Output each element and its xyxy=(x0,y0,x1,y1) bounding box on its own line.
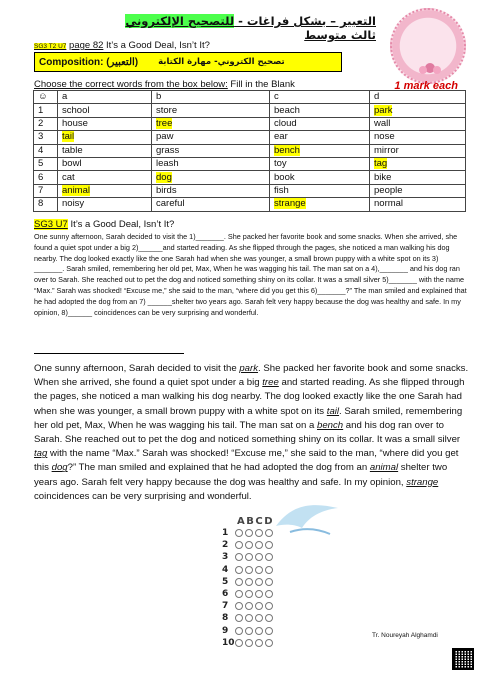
story-code: SG3 U7 xyxy=(34,219,68,230)
word-text: bike xyxy=(374,171,392,183)
word-text: fish xyxy=(274,184,289,196)
answer-bubble[interactable] xyxy=(255,553,263,561)
row-number xyxy=(34,184,58,197)
word-table-row xyxy=(34,104,466,117)
word-cell xyxy=(370,157,466,170)
word-text: cat xyxy=(62,171,75,183)
composition-label: Composition: (التعبير) xyxy=(39,56,139,68)
word-table-row xyxy=(34,157,466,170)
word-text: house xyxy=(62,117,88,129)
teacher-logo xyxy=(390,8,466,84)
answer-row xyxy=(222,600,278,612)
word-text: table xyxy=(62,144,83,156)
word-text: tail xyxy=(62,131,75,143)
word-cell xyxy=(152,104,270,117)
answer-row-number: 3 xyxy=(222,552,229,563)
word-cell xyxy=(58,198,152,211)
answer-row xyxy=(222,527,278,539)
word-text: birds xyxy=(156,184,177,196)
unit-title: It’s a Good Deal, Isn’t It? xyxy=(106,40,210,51)
word-text: tree xyxy=(156,117,173,129)
word-text: grass xyxy=(156,144,180,156)
story-title: It’s a Good Deal, Isn’t It? xyxy=(70,219,175,230)
answer-bubble[interactable] xyxy=(235,639,243,647)
word-text: beach xyxy=(274,104,300,116)
word-text: bowl xyxy=(62,158,82,170)
answer-bubble[interactable] xyxy=(255,578,263,586)
answer-row xyxy=(222,588,278,600)
text-segment: coincidences can be very surprising and wonderful. xyxy=(34,490,252,502)
word-text: normal xyxy=(374,198,404,210)
answer-bubble[interactable] xyxy=(235,602,243,610)
answer-bubble[interactable] xyxy=(265,639,273,647)
bird-watermark-icon xyxy=(272,498,342,544)
qr-code-icon[interactable] xyxy=(452,648,474,670)
answer-bubble[interactable] xyxy=(245,590,253,598)
answer-bubble[interactable] xyxy=(255,627,263,635)
answer-row-number: 1 xyxy=(222,528,229,539)
word-table-row xyxy=(34,184,466,197)
smiley-icon: ☺ xyxy=(34,91,58,104)
row-number xyxy=(34,131,58,144)
word-cell xyxy=(370,144,466,157)
word-cell xyxy=(370,184,466,197)
row-number xyxy=(34,171,58,184)
word-cell xyxy=(152,117,270,130)
word-table-row xyxy=(34,144,466,157)
answer-row-number: 7 xyxy=(222,601,229,612)
text-segment: . Sarah smiled, remembering her old pet, Max, When he was wagging his tail. The man sat on a xyxy=(34,405,463,431)
column-header: b xyxy=(152,91,270,104)
word-text: 7 xyxy=(38,184,44,196)
word-text: 4 xyxy=(38,144,44,156)
row-number xyxy=(34,117,58,130)
mark-note: 1 mark each xyxy=(394,80,458,92)
word-cell xyxy=(270,117,370,130)
word-text: toy xyxy=(274,158,287,170)
answer-row xyxy=(222,576,278,588)
answer-row xyxy=(222,551,278,563)
word-cell xyxy=(58,184,152,197)
answer-bubble[interactable] xyxy=(235,614,243,622)
word-cell xyxy=(152,157,270,170)
column-header: c xyxy=(270,91,370,104)
word-text: book xyxy=(274,171,295,183)
word-cell xyxy=(152,184,270,197)
word-text: park xyxy=(374,104,393,116)
answer-row-number: 5 xyxy=(222,576,229,587)
word-text: careful xyxy=(156,198,185,210)
word-table-row xyxy=(34,131,466,144)
answer-sheet xyxy=(222,516,278,649)
answer-bubble[interactable] xyxy=(245,541,253,549)
answer-bubble[interactable] xyxy=(235,529,243,537)
word-text: 2 xyxy=(38,117,44,129)
answer-bubble[interactable] xyxy=(265,614,273,622)
text-segment: and started reading. As she flipped through the pages, she noticed a man walking his dog nearby. The dog looked exactly like the one Sarah had when she was younger, a small brown puppy with a white spot on its xyxy=(34,377,465,417)
word-table xyxy=(33,90,466,212)
answer-word: tag xyxy=(34,448,48,460)
column-header: d xyxy=(370,91,466,104)
word-cell xyxy=(58,144,152,157)
answer-row xyxy=(222,625,278,637)
column-header: a xyxy=(58,91,152,104)
answer-sheet-header: ABCD xyxy=(237,516,275,527)
arabic-title-highlight: للتصحيح الإلكتروني xyxy=(125,14,235,28)
word-text: strange xyxy=(274,198,306,210)
word-cell xyxy=(58,131,152,144)
answer-bubble[interactable] xyxy=(255,529,263,537)
word-text: animal xyxy=(62,184,90,196)
word-cell xyxy=(152,144,270,157)
word-cell xyxy=(270,171,370,184)
answer-word: dog xyxy=(51,462,68,474)
word-cell xyxy=(270,198,370,211)
word-text: paw xyxy=(156,131,174,143)
word-cell xyxy=(58,104,152,117)
answer-bubble[interactable] xyxy=(235,541,243,549)
answer-bubble[interactable] xyxy=(245,578,253,586)
answer-bubble[interactable] xyxy=(265,602,273,610)
word-cell xyxy=(270,157,370,170)
instructions-main: Choose the correct words from the box below: xyxy=(34,79,228,90)
answer-row-number: 10 xyxy=(222,637,235,648)
answer-word: animal xyxy=(369,462,399,474)
answer-row xyxy=(222,564,278,576)
word-text: school xyxy=(62,104,90,116)
word-text: people xyxy=(374,184,403,196)
word-table-row xyxy=(34,198,466,211)
answer-word: park xyxy=(239,363,259,374)
answer-bubble[interactable] xyxy=(245,529,253,537)
arabic-title-part: ثالث متوسط xyxy=(304,28,376,42)
answer-bubble[interactable] xyxy=(265,578,273,586)
word-cell xyxy=(370,131,466,144)
text-segment: ?” The man smiled and explained that he had adopted the dog from an xyxy=(67,462,370,474)
word-text: 6 xyxy=(38,171,44,183)
text-segment: with the name “Max.” Sarah was shocked! “Excuse me,” she said to the man, “where did you get this xyxy=(34,448,459,474)
word-text: dog xyxy=(156,171,172,183)
word-text: store xyxy=(156,104,178,116)
text-segment: One sunny afternoon, Sarah decided to visit the xyxy=(34,363,240,374)
word-cell xyxy=(152,198,270,211)
unit-line xyxy=(34,40,210,51)
text-segment: shelter two years ago. Sarah felt very happy because the dog was healthy and safe. In my opinion, xyxy=(34,462,448,488)
word-cell xyxy=(58,171,152,184)
word-text: ear xyxy=(274,131,288,143)
divider xyxy=(34,353,184,354)
row-number xyxy=(34,104,58,117)
word-text: 8 xyxy=(38,198,44,210)
word-text: 5 xyxy=(38,158,44,170)
text-segment: . She packed her favorite book and some snacks. When she arrived, she found a quiet spot under a big xyxy=(34,363,469,389)
answer-bubble[interactable] xyxy=(255,541,263,549)
answer-row xyxy=(222,612,278,624)
word-cell xyxy=(152,171,270,184)
word-cell xyxy=(58,117,152,130)
answer-bubble[interactable] xyxy=(265,627,273,635)
word-cell xyxy=(270,104,370,117)
answer-bubble[interactable] xyxy=(235,553,243,561)
answer-word: tree xyxy=(262,377,279,389)
word-text: wall xyxy=(374,117,391,129)
row-number xyxy=(34,198,58,211)
answered-paragraph xyxy=(34,362,470,504)
answer-row-number: 8 xyxy=(222,613,229,624)
word-cell xyxy=(370,171,466,184)
gapped-paragraph: One sunny afternoon, Sarah decided to visit the 1)_______. She packed her favorite book and some snacks. When she arrived, she found a quiet spot under a big 2)______and started reading. As she flipped through the pages, she noticed a man walking his dog nearby. The dog looked exactly like the one Sarah had when she was younger, a small brown puppy with a white spot on its 3) _______. Sarah smiled, remembering her old pet, Max, When he was wagging his tail. The man sat on a 4),_______ and his dog ran over to Sarah. She reached out to pet the dog and noticed something shiny on its collar. It was a small silver 5)_______ with the name “Max.” Sarah was shocked! “Excuse me,” she said to the man, “where did you get this 6)_______?” The man smiled and explained that he had adopted the dog from an 7) ______shelter two years ago. Sarah felt very happy because the dog was healthy and safe. In my opinion, 8)______ coincidences can be very surprising and wonderful. xyxy=(34,232,467,317)
answer-bubble[interactable] xyxy=(235,578,243,586)
word-cell xyxy=(370,117,466,130)
word-cell xyxy=(270,131,370,144)
page-label: page 82 xyxy=(69,40,104,51)
answer-word: tail xyxy=(326,405,340,417)
word-text: bench xyxy=(274,144,300,156)
word-table-row xyxy=(34,171,466,184)
word-text: cloud xyxy=(274,117,297,129)
answer-bubble[interactable] xyxy=(235,590,243,598)
answer-row-number: 2 xyxy=(222,540,229,551)
answer-bubble[interactable] xyxy=(265,553,273,561)
answer-row-number: 9 xyxy=(222,625,229,636)
word-text: leash xyxy=(156,158,179,170)
answer-bubble[interactable] xyxy=(255,566,263,574)
answer-bubble[interactable] xyxy=(235,627,243,635)
answer-bubble[interactable] xyxy=(255,602,263,610)
word-text: nose xyxy=(374,131,395,143)
answer-bubble[interactable] xyxy=(255,639,263,647)
answer-bubble[interactable] xyxy=(245,553,253,561)
flower-icon xyxy=(392,10,468,86)
answer-bubble[interactable] xyxy=(265,566,273,574)
text-segment: and his dog ran over to Sarah. She reached out to pet the dog and noticed something shiny on its collar. It was a small silver xyxy=(34,419,461,446)
answer-row xyxy=(222,637,278,649)
instructions xyxy=(34,79,295,90)
answer-row-number: 6 xyxy=(222,589,229,600)
row-number xyxy=(34,157,58,170)
word-cell xyxy=(152,131,270,144)
answer-row-number: 4 xyxy=(222,564,229,575)
word-cell xyxy=(370,104,466,117)
word-text: tag xyxy=(374,158,388,170)
arabic-title-part: التعبير – بشكل فراغات - xyxy=(234,14,376,28)
answer-bubble[interactable] xyxy=(265,590,273,598)
answer-word: bench xyxy=(317,419,344,431)
composition-box xyxy=(34,52,342,72)
instructions-sub: Fill in the Blank xyxy=(227,79,295,90)
word-cell xyxy=(370,198,466,211)
unit-code: SG3 T2 U7 xyxy=(34,43,67,50)
answer-bubble[interactable] xyxy=(235,566,243,574)
answer-bubble[interactable] xyxy=(245,602,253,610)
word-text: 3 xyxy=(38,131,44,143)
word-text: mirror xyxy=(374,144,399,156)
answer-row xyxy=(222,539,278,551)
story-heading xyxy=(34,219,174,230)
composition-arabic: تصحيح الكتروني- مهارة الكتابة xyxy=(158,57,285,67)
arabic-title xyxy=(100,14,376,42)
word-table-header xyxy=(34,91,466,104)
word-cell xyxy=(270,144,370,157)
word-text: noisy xyxy=(62,198,85,210)
answer-bubble[interactable] xyxy=(255,590,263,598)
answer-bubble[interactable] xyxy=(245,639,253,647)
word-text: 1 xyxy=(38,104,44,116)
answer-bubble[interactable] xyxy=(245,614,253,622)
word-cell xyxy=(58,157,152,170)
answer-bubble[interactable] xyxy=(255,614,263,622)
word-cell xyxy=(270,184,370,197)
answer-bubble[interactable] xyxy=(245,566,253,574)
word-table-row xyxy=(34,117,466,130)
teacher-credit: Tr. Noureyah Alghamdi xyxy=(372,632,438,639)
row-number xyxy=(34,144,58,157)
answer-bubble[interactable] xyxy=(245,627,253,635)
answer-word: strange xyxy=(406,476,439,488)
